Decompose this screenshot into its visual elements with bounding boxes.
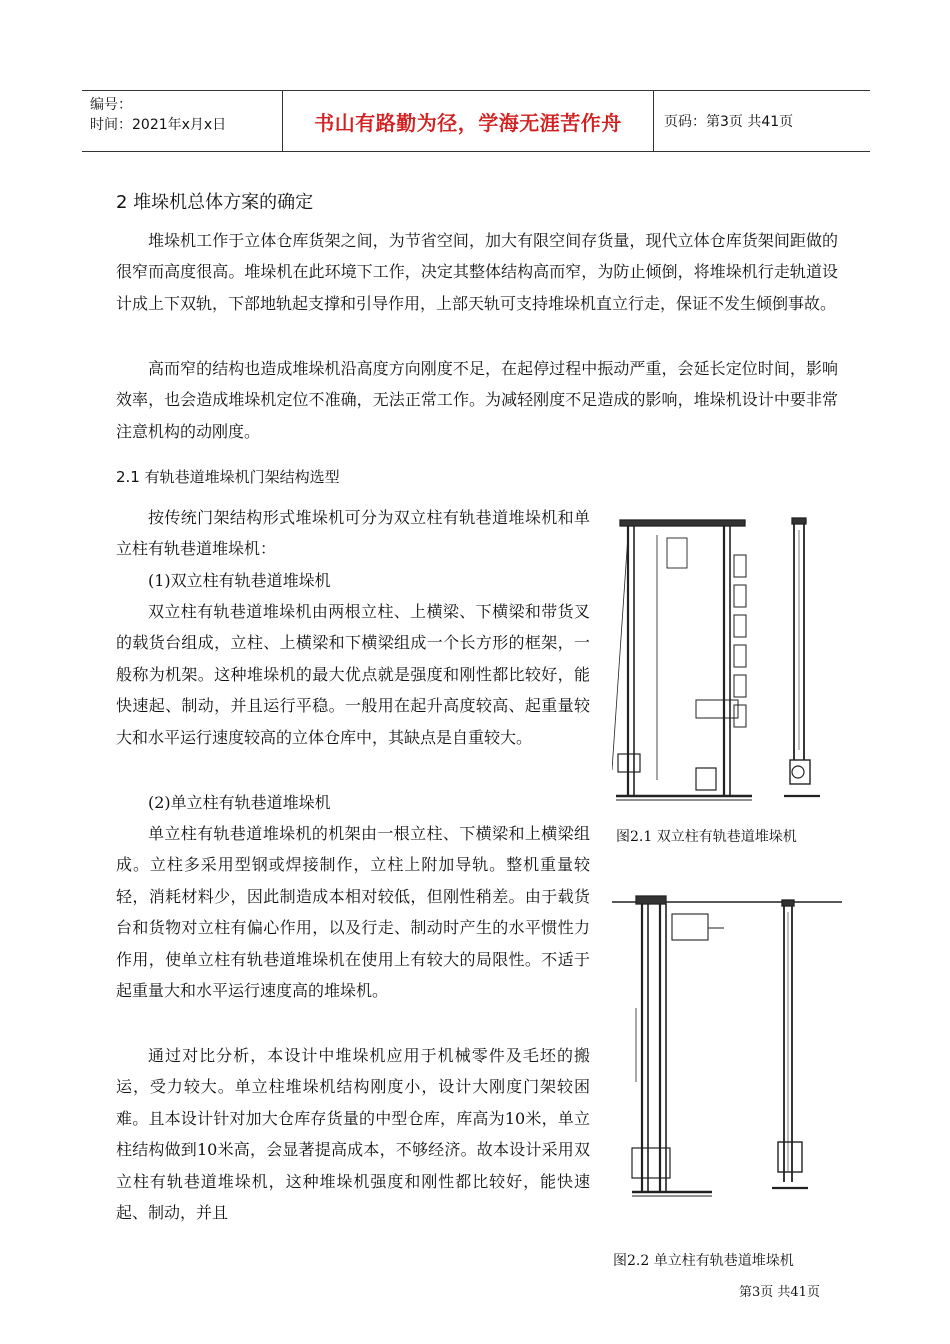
section-para-1: 堆垛机工作于立体仓库货架之间，为节省空间，加大有限空间存货量，现代立体仓库货架间距做的很窄而高度很高。堆垛机在此环境下工作，决定其整体结构高而窄，为防止倾倒，将堆垛机行走轨道设计成上下双轨，下部地轨起支撑和引导作用，上部天轨可支持堆垛机直立行走，保证不发生倾倒事故。 [116, 231, 838, 313]
subsection-title: 2.1 有轨巷道堆垛机门架结构选型 [116, 468, 340, 486]
figure-2-caption: 图2.2 单立柱有轨巷道堆垛机 [613, 1253, 794, 1269]
figure-1-caption: 图2.1 双立柱有轨巷道堆垛机 [616, 829, 797, 845]
item1-title: (1)双立柱有轨巷道堆垛机 [148, 571, 331, 590]
item2-title: (2)单立柱有轨巷道堆垛机 [148, 793, 331, 812]
figure-double-column-stacker [612, 510, 848, 810]
header-page-info: 页码：第3页 共41页 [664, 114, 794, 130]
serial-label: 编号： [90, 97, 132, 113]
subsection-intro: 按传统门架结构形式堆垛机可分为双立柱有轨巷道堆垛机和单立柱有轨巷道堆垛机： [116, 508, 590, 559]
section-title: 2 堆垛机总体方案的确定 [116, 192, 314, 213]
item2-body: 单立柱有轨巷道堆垛机的机架由一根立柱、下横梁和上横梁组成。立柱多采用型钢或焊接制作，立柱上附加导轨。整机重量较轻，消耗材料少，因此制造成本相对较低，但刚性稍差。由于载货台和货物对立柱有偏心作用，以及行走、制动时产生的水平惯性力作用，使单立柱有轨巷道堆垛机在使用上有较大的局限性。不适于起重量大和水平运行速度高的堆垛机。 [116, 824, 590, 1001]
header-left-cell [82, 91, 282, 151]
header-motto: 书山有路勤为径，学海无涯苦作舟 [282, 91, 654, 151]
item1-body: 双立柱有轨巷道堆垛机由两根立柱、上横梁、下横梁和带货叉的载货台组成，立柱、上横梁和下横梁组成一个长方形的框架，一般称为机架。这种堆垛机的最大优点就是强度和刚性都比较好，能快速起、制动，并且运行平稳。一般用在起升高度较高、起重量较大和水平运行速度较高的立体仓库中，其缺点是自重较大。 [116, 602, 590, 747]
analysis-para: 通过对比分析，本设计中堆垛机应用于机械零件及毛坯的搬运，受力较大。单立柱堆垛机结构刚度小，设计大刚度门架较困难。且本设计针对加大仓库存货量的中型仓库，库高为10米，单立柱结构做到10米高，会显著提高成本，不够经济。故本设计采用双立柱有轨巷道堆垛机，这种堆垛机强度和刚性都比较好，能快速起、制动，并且 [116, 1046, 590, 1223]
figure-single-column-stacker [612, 892, 848, 1210]
header-table [82, 90, 870, 152]
footer-page-number: 第3页 共41页 [739, 1285, 820, 1300]
section-para-2: 高而窄的结构也造成堆垛机沿高度方向刚度不足，在起停过程中振动严重，会延长定位时间，影响效率，也会造成堆垛机定位不准确，无法正常工作。为减轻刚度不足造成的影响，堆垛机设计中要非常注意机构的动刚度。 [116, 359, 838, 441]
time-label: 时间：2021年x月x日 [90, 117, 227, 133]
